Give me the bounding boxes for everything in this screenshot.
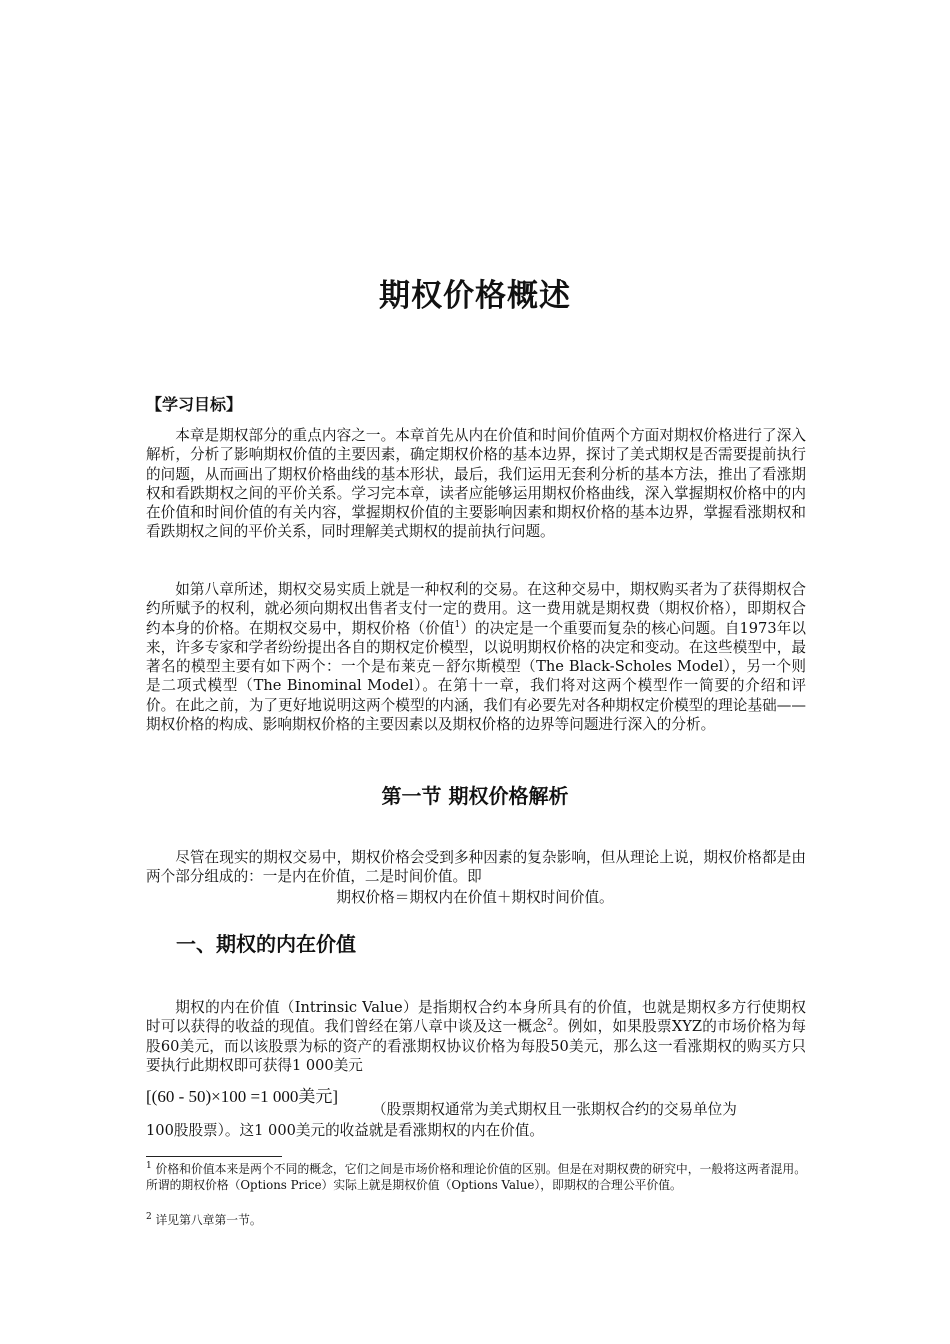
intrinsic-value-paragraph <box>146 998 806 1075</box>
intrinsic-text-part3: （股票期权通常为美式期权且一张期权合约的交易单位为 <box>372 1101 737 1118</box>
subsection-heading: 一、期权的内在价值 <box>176 932 356 956</box>
footnote-2 <box>146 1212 806 1228</box>
footnote-2-mark: 2 <box>146 1212 152 1223</box>
learning-goal-heading: 【学习目标】 <box>146 395 243 414</box>
intro-text-part2: ）的决定是一个重要而复杂的核心问题。自1973年以来，许多专家和学者纷纷提出各自的期权定价模型，以说明期权价格的决定和变动。在这些模型中，最著名的模型主要有如下两个：一个是布莱克－舒尔斯模型（The Black-Scholes Model），另一个则是二项式模型（The Binominal Model）。在第十一章，我们将对这两个模型作一简要的介绍和评价。在此之前，为了更好地说明这两个模型的内涵，我们有必要先对各种期权定价模型的理论基础——期权价格的构成、影响期权价格的主要因素以及期权价格的边界等问题进行深入的分析。 <box>146 619 806 734</box>
footnote-ref-1[interactable]: 1 <box>454 619 461 630</box>
section-paragraph: 尽管在现实的期权交易中，期权价格会受到多种因素的复杂影响，但从理论上说，期权价格都是由两个部分组成的：一是内在价值，二是时间价值。即 <box>146 849 806 886</box>
footnote-ref-2[interactable]: 2 <box>547 1018 553 1029</box>
footnote-2-text: 详见第八章第一节。 <box>155 1213 262 1227</box>
learning-goal-paragraph: 本章是期权部分的重点内容之一。本章首先从内在价值和时间价值两个方面对期权价格进行了深入解析，分析了影响期权价值的主要因素，确定期权价格的基本边界，探讨了美式期权是否需要提前执行的问题，从而画出了期权价格曲线的基本形状，最后，我们运用无套利分析的基本方法，推出了看涨期权和看跌期权之间的平价关系。学习完本章，读者应能够运用期权价格曲线，深入掌握期权价格中的内在价值和时间价值的有关内容，掌握期权价值的主要影响因素和期权价格的基本边界，掌握看涨期权和看跌期权之间的平价关系，同时理解美式期权的提前执行问题。 <box>146 427 806 541</box>
footnote-1 <box>146 1161 806 1193</box>
intrinsic-text-part2: 。例如，如果股票XYZ的市场价格为每股60美元，而以该股票为标的资产的看涨期权协议价格为每股50美元，那么这一看涨期权的购买方只要执行此期权即可获得1 000美元 <box>146 1018 806 1074</box>
footnote-1-mark: 1 <box>146 1161 152 1172</box>
intrinsic-text-part4: 100股股票）。这1 000美元的收益就是看涨期权的内在价值。 <box>146 1122 544 1139</box>
price-formula: 期权价格＝期权内在价值＋期权时间价值。 <box>336 889 614 906</box>
chapter-title: 期权价格概述 <box>379 278 571 314</box>
footnote-divider <box>146 1156 282 1157</box>
intrinsic-text-part1: 期权的内在价值（Intrinsic Value）是指期权合约本身所具有的价值，也就是期权多方行使期权时可以获得的收益的现值。我们曾经在第八章中谈及这一概念 <box>146 999 806 1036</box>
intro-paragraph <box>146 580 806 734</box>
section-heading: 第一节 期权价格解析 <box>381 784 569 808</box>
footnote-1-text: 价格和价值本来是两个不同的概念，它们之间是市场价格和理论价值的区别。但是在对期权费的研究中，一般将这两者混用。所谓的期权价格（Options Price）实际上就是期权价值（Options Value），即期权的合理公平价值。 <box>146 1162 806 1192</box>
math-expression: [(60 - 50)×100 =1 000美元] <box>146 1087 338 1106</box>
intro-text-part1: 如第八章所述，期权交易实质上就是一种权利的交易。在这种交易中，期权购买者为了获得期权合约所赋予的权利，就必须向期权出售者支付一定的费用。这一费用就是期权费（期权价格），即期权合约本身的价格。在期权交易中，期权价格（价值 <box>146 581 806 637</box>
